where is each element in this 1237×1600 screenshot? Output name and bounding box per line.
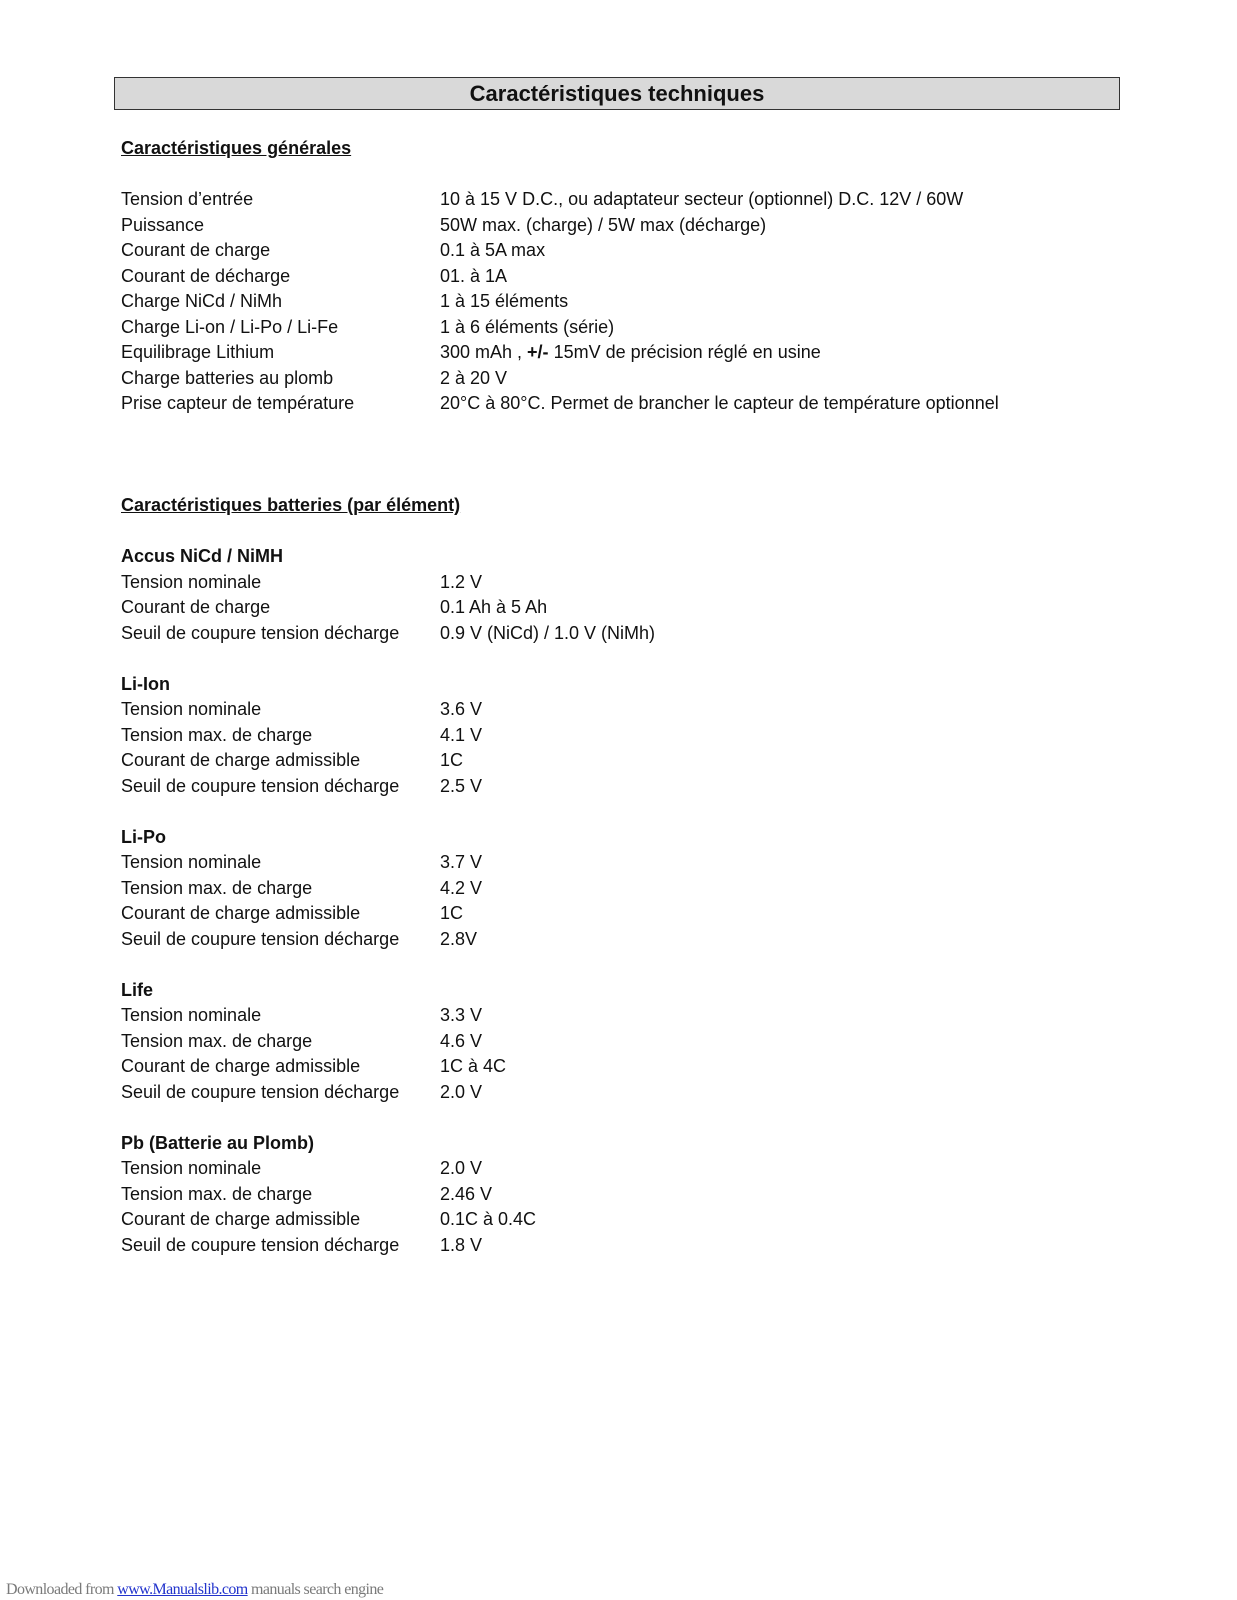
spec-label: Puissance	[121, 214, 205, 235]
spec-row	[121, 315, 1121, 341]
spec-value: 1.2 V	[440, 571, 483, 592]
spec-row	[121, 1156, 1121, 1182]
spec-row	[121, 774, 1121, 800]
spec-row	[121, 1054, 1121, 1080]
spec-value: 1.8 V	[440, 1234, 483, 1255]
spec-label: Tension d’entrée	[121, 189, 254, 209]
spec-label: Courant de charge admissible	[121, 1056, 361, 1076]
general-heading: Caractéristiques générales	[121, 138, 352, 158]
spec-row	[121, 621, 1121, 647]
spec-label: Courant de charge admissible	[121, 750, 361, 770]
footer-prefix: Downloaded from	[6, 1581, 118, 1598]
spec-row	[121, 927, 1121, 953]
battery-group	[121, 672, 1121, 800]
download-footer	[6, 1581, 383, 1599]
spec-value: 1C	[440, 903, 464, 923]
spec-value: 4.1 V	[440, 724, 483, 745]
spec-value: 0.1 Ah à 5 Ah	[440, 597, 548, 617]
spec-value: 3.6 V	[440, 699, 483, 719]
spec-label: Seuil de coupure tension décharge	[121, 928, 400, 949]
spec-row	[121, 366, 1121, 392]
spec-row	[121, 264, 1121, 290]
spec-row	[121, 723, 1121, 749]
document-content	[121, 136, 1121, 1258]
spec-label: Charge Li-on / Li-Po / Li-Fe	[121, 316, 339, 337]
spec-row	[121, 901, 1121, 927]
spec-row	[121, 748, 1121, 774]
battery-group	[121, 978, 1121, 1106]
spec-row	[121, 595, 1121, 621]
spec-row	[121, 1233, 1121, 1259]
battery-group-title: Accus NiCd / NiMH	[121, 546, 284, 566]
spec-label: Seuil de coupure tension décharge	[121, 775, 400, 796]
spec-value: 1C	[440, 750, 464, 770]
spec-label: Courant de charge admissible	[121, 903, 361, 923]
spec-label: Tension max. de charge	[121, 724, 313, 745]
battery-group	[121, 825, 1121, 953]
footer-suffix: manuals search engine	[247, 1581, 384, 1598]
battery-group-title: Life	[121, 979, 154, 1000]
spec-label: Courant de charge	[121, 240, 271, 260]
spec-label: Tension max. de charge	[121, 1030, 313, 1051]
batteries-heading: Caractéristiques batteries (par élément)	[121, 495, 461, 515]
spec-row	[121, 1182, 1121, 1208]
spec-row	[121, 1029, 1121, 1055]
spec-value: 2.0 V	[440, 1081, 483, 1102]
page-title: Caractéristiques techniques	[469, 80, 765, 106]
spec-value: 0.1 à 5A max	[440, 240, 546, 260]
manualslib-link[interactable]: www.Manualslib.com	[117, 1581, 248, 1598]
spec-value: 01. à 1A	[440, 265, 508, 286]
title-box	[114, 77, 1120, 110]
spec-value: 2 à 20 V	[440, 367, 508, 388]
spec-label: Courant de charge	[121, 597, 271, 617]
battery-group	[121, 1131, 1121, 1259]
spec-row	[121, 238, 1121, 264]
spec-value: 0.1C à 0.4C	[440, 1209, 537, 1229]
spec-label: Seuil de coupure tension décharge	[121, 622, 400, 643]
spec-label: Tension nominale	[121, 1005, 262, 1025]
spec-row	[121, 213, 1121, 239]
spec-row	[121, 570, 1121, 596]
spec-label: Prise capteur de température	[121, 393, 355, 413]
battery-group-title: Li-Ion	[121, 673, 170, 694]
spec-label: Tension nominale	[121, 852, 262, 872]
general-spec-list	[121, 187, 1121, 417]
spec-value: 10 à 15 V D.C., ou adaptateur secteur (optionnel) D.C. 12V / 60W	[440, 189, 964, 209]
spec-label: Tension max. de charge	[121, 1183, 313, 1204]
spec-value: 300 mAh , +/- 15mV de précision réglé en usine	[440, 342, 821, 362]
spec-value: 0.9 V (NiCd) / 1.0 V (NiMh)	[440, 622, 656, 643]
spec-value: 3.7 V	[440, 852, 483, 872]
spec-row	[121, 391, 1121, 417]
spec-value: 2.8V	[440, 928, 478, 949]
spec-value: 1 à 15 éléments	[440, 291, 569, 311]
spec-value: 20°C à 80°C. Permet de brancher le capteur de température optionnel	[440, 393, 999, 413]
spec-row	[121, 1080, 1121, 1106]
spec-value: 2.46 V	[440, 1183, 493, 1204]
spec-label: Charge batteries au plomb	[121, 367, 334, 388]
spec-row	[121, 850, 1121, 876]
spec-value: 2.0 V	[440, 1158, 483, 1178]
spec-row	[121, 876, 1121, 902]
spec-value: 4.2 V	[440, 877, 483, 898]
spec-row	[121, 289, 1121, 315]
spec-row	[121, 340, 1121, 366]
spec-label: Seuil de coupure tension décharge	[121, 1081, 400, 1102]
battery-group-title: Pb (Batterie au Plomb)	[121, 1132, 315, 1153]
spec-label: Courant de décharge	[121, 265, 291, 286]
spec-row	[121, 1207, 1121, 1233]
spec-label: Tension nominale	[121, 699, 262, 719]
spec-label: Equilibrage Lithium	[121, 342, 275, 362]
spec-label: Tension max. de charge	[121, 877, 313, 898]
battery-group-title: Li-Po	[121, 826, 166, 847]
spec-row	[121, 187, 1121, 213]
spec-label: Charge NiCd / NiMh	[121, 291, 283, 311]
spec-label: Tension nominale	[121, 571, 262, 592]
spec-row	[121, 1003, 1121, 1029]
spec-row	[121, 697, 1121, 723]
spec-value: 1C à 4C	[440, 1056, 507, 1076]
spec-value: 4.6 V	[440, 1030, 483, 1051]
spec-label: Seuil de coupure tension décharge	[121, 1234, 400, 1255]
spec-label: Courant de charge admissible	[121, 1209, 361, 1229]
battery-group	[121, 544, 1121, 646]
spec-label: Tension nominale	[121, 1158, 262, 1178]
spec-value: 50W max. (charge) / 5W max (décharge)	[440, 214, 767, 235]
spec-value: 1 à 6 éléments (série)	[440, 316, 615, 337]
spec-value: 2.5 V	[440, 775, 483, 796]
spec-value: 3.3 V	[440, 1005, 483, 1025]
